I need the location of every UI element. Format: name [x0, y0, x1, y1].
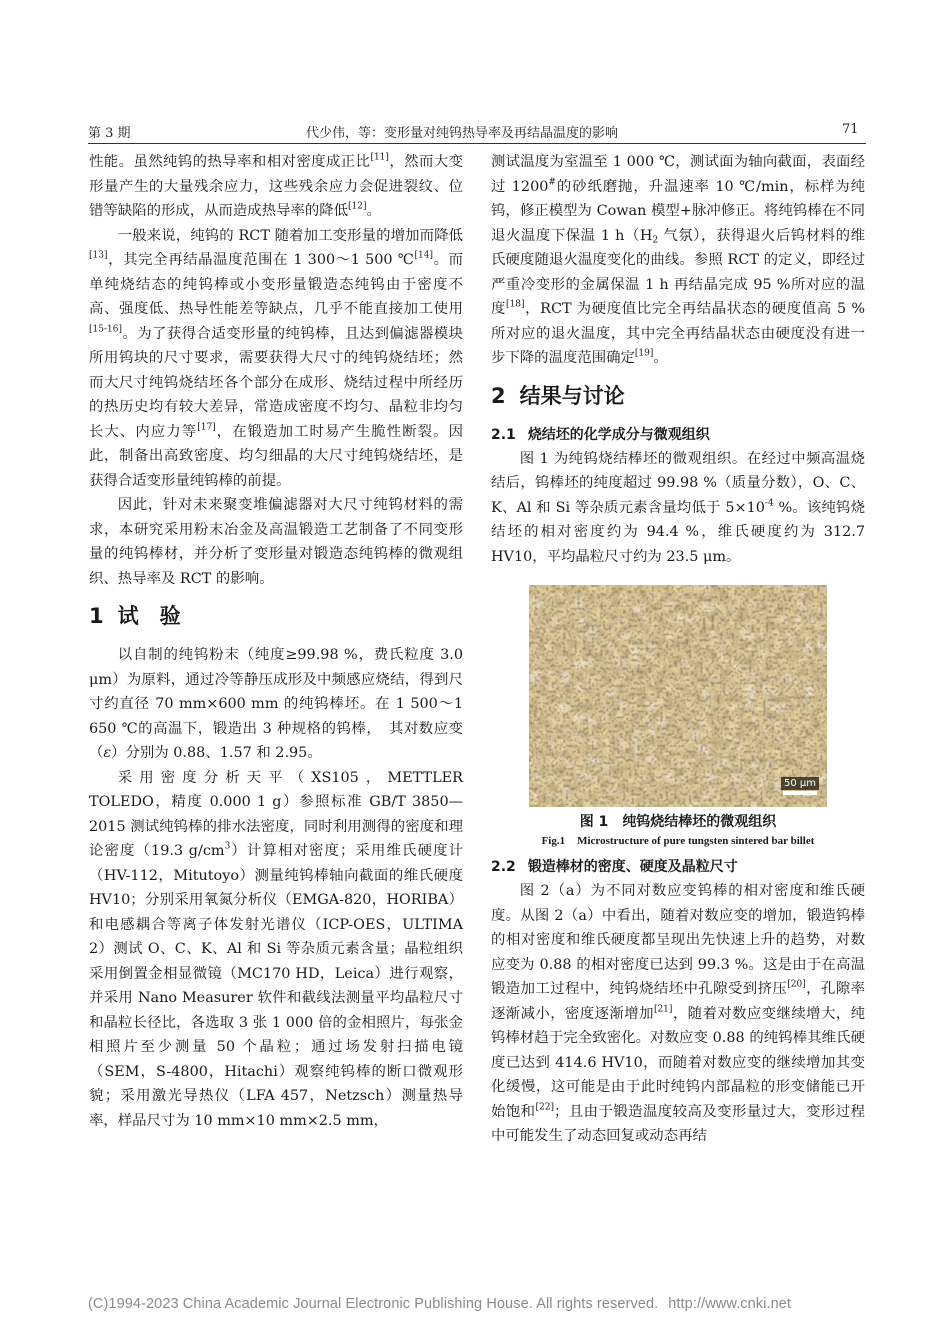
page-number: 71: [842, 122, 859, 137]
running-title: 代少伟，等：变形量对纯钨热导率及再结晶温度的影响: [306, 126, 619, 141]
paragraph: 采用密度分析天平（XS105，METTLER TOLEDO，精度 0.000 1 g）参照标准 GB/T 3850—2015 测试纯钨棒的排水法密度，同时利用测得的密度和理论密度（19.3 $g/cm^3$）计算相对密度；采用维氏硬度计（HV-112，Mitutoyo）测量纯钨棒轴向截面的维氏硬度 HV10；分别采用氧氮分析仪（EMGA-820，HORIBA）和电感耦合等离子体发射光谱仪（ICP-OES，ULTIMA 2）测试 O、C、K、Al 和 Si 等杂质元素含量；晶粒组织采用倒置金相显微镜（MC170 HD，Leica）进行观察，并采用 Nano Measurer 软件和截线法测量平均晶粒尺寸和晶粒长径比，各选取 3 张 1 000 倍的金相照片，每张金相照片至少测量 50 个晶粒；通过场发射扫描电镜（SEM，S-4800，Hitachi）观察纯钨棒的断口微观形貌；采用激光导热仪（LFA 457，Netzsch）测量热导率，样品尺寸为 10 mm×10 mm×2.5 mm，: [89, 769, 463, 1129]
header-rule: [88, 143, 866, 144]
section-heading: 2 结果与讨论: [491, 383, 625, 408]
paragraph: 一般来说，纯钨的 RCT 随着加工变形量的增加而降低[13]，其完全再结晶温度范围在 1 300～1 500 ℃[14]。而单纯烧结态的纯钨棒或小变形量锻造态纯钨由于密度不高、强度低、热导性能差等缺点，几乎不能直接加工使用[15-16]。为了获得合适变形量的纯钨棒，且达到偏滤器模块所用钨块的尺寸要求，需要获得大尺寸的纯钨烧结坯；然而大尺寸纯钨烧结坯各个部分在成形、烧结过程中所经历的热历史均有较大差异，常造成密度不均匀、晶粒非均匀长大、内应力等[17]，在锻造加工时易产生脆性断裂。因此，制备出高致密度、均匀细晶的大尺寸纯钨烧结坯，是获得合适变形量纯钨棒的前提。: [89, 227, 463, 489]
scale-bar: 50 μm: [781, 777, 819, 795]
subsection-heading: 2.2 锻造棒材的密度、硬度及晶粒尺寸: [491, 859, 738, 875]
copyright-footer: (C)1994-2023 China Academic Journal Electronic Publishing House. All rights reserved. http://www.cnki.net: [88, 1296, 792, 1312]
paragraph: 因此，针对未来聚变堆偏滤器对大尺寸纯钨材料的需求，本研究采用粉末冶金及高温锻造工艺制备了不同变形量的纯钨棒材，并分析了变形量对锻造态纯钨棒的微观组织、热导率及 RCT 的影响。: [89, 497, 463, 587]
paragraph: 图 2（a）为不同对数应变钨棒的相对密度和维氏硬度。从图 2（a）中看出，随着对数应变的增加，锻造钨棒的相对密度和维氏硬度都呈现出先快速上升的趋势，对数应变为 0.88 的相对密度已达到 99.3 %。这是由于在高温锻造加工过程中，纯钨烧结坯中孔隙受到挤压[20]，孔隙率逐渐减小，密度逐渐增加[21]，随着对数应变继续增大，纯钨棒材趋于完全致密化。对数应变 0.88 的纯钨棒其维氏硬度已达到 414.6 HV10，而随着对数应变的继续增加其变化缓慢，这可能是由于此时纯钨内部晶粒的形变储能已开始饱和[22]；且由于锻造温度较高及变形量过大，变形过程中可能发生了动态回复或动态再结: [491, 883, 865, 1144]
paragraph: 图 1 为纯钨烧结棒坯的微观组织。在经过中频高温烧结后，钨棒坯的纯度超过 99.98 %（质量分数），O、C、K、Al 和 Si 等杂质元素含量均低于 $5\times 10^{-4}$ %。该纯钨烧结坯的相对密度约为 94.4 %，维氏硬度约为 312.7 HV10，平均晶粒尺寸约为 23.5 μm。: [491, 450, 866, 565]
subsection-heading: 2.1 烧结坯的化学成分与微观组织: [491, 426, 710, 443]
figure-caption-zh: 图 1 纯钨烧结棒坯的微观组织: [579, 814, 777, 830]
paragraph: 性能。虽然纯钨的热导率和相对密度成正比[11]，然而大变形量产生的大量残余应力，这些残余应力会促进裂纹、位错等缺陷的形成，从而造成热导率的降低[12]。: [89, 152, 463, 219]
microstructure-image: [529, 585, 827, 807]
paragraph: 测试温度为室温至 1 000 ℃，测试面为轴向截面，表面经过 1200#的砂纸磨抛，升温速率 10 ℃/min，标样为纯钨，修正模型为 Cowan 模型+脉冲修正。将纯钨棒在不同退火温度下保温 1 $h(H_2$ 气氛），获得退火后钨材料的维氏硬度随退火温度变化的曲线。参照 RCT 的定义，即经过严重冷变形的金属保温 1 h 再结晶完成 95 %所对应的温度[18]，RCT 为硬度值比完全再结晶状态的硬度值高 5 %所对应的退火温度，其中完全再结晶状态由硬度没有进一步下降的温度范围确定[19]。: [491, 154, 865, 366]
paragraph: 以自制的纯钨粉末（纯度≥99.98 %，费氏粒度 3.0 μm）为原料，通过冷等静压成形及中频感应烧结，得到尺寸约直径 70 mm×600 mm 的纯钨棒坯。在 1 500～1 650 ℃的高温下，锻造出 3 种规格的钨棒， 其对数应变（ε）分别为 0.88、1.57 和 2.95。: [89, 647, 463, 761]
footer-url[interactable]: http://www.cnki.net: [668, 1296, 792, 1312]
journal-issue: 第 3 期: [88, 126, 131, 141]
right-column: [491, 150, 865, 1149]
figure-1: [491, 585, 865, 849]
figure-caption-en: Fig.1 Microstructure of pure tungsten sintered bar billet: [541, 835, 815, 847]
left-column: [89, 150, 463, 1133]
section-heading: 1 试 验: [89, 604, 181, 628]
